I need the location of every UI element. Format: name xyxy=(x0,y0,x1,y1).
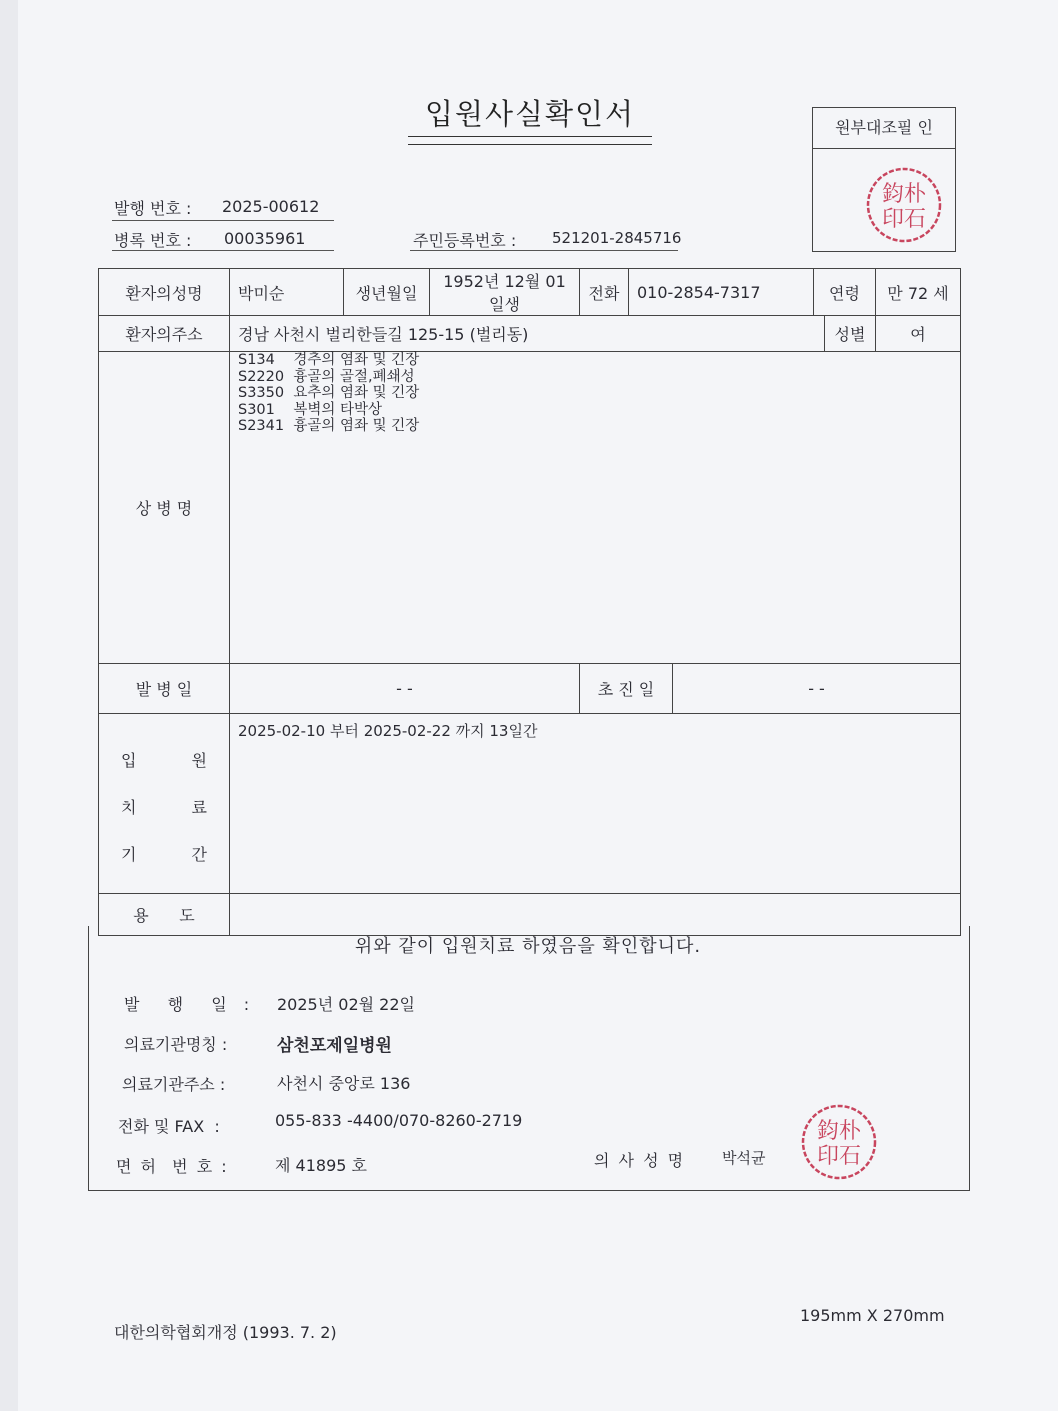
issue-no-underline xyxy=(112,220,334,221)
period-char: 원 xyxy=(191,751,207,770)
onset-date: - - xyxy=(230,664,580,714)
patient-sex: 여 xyxy=(876,316,961,352)
patient-name-label: 환자의성명 xyxy=(99,269,230,316)
sex-label: 성별 xyxy=(825,316,876,352)
phone: 010-2854-7317 xyxy=(629,269,814,316)
issue-no: 2025-00612 xyxy=(222,197,320,216)
doctor-seal-icon xyxy=(800,1103,878,1181)
rrn-underline xyxy=(410,250,678,251)
doctor-name: 박석균 xyxy=(722,1149,766,1167)
admission-period: 2025-02-10 부터 2025-02-22 까지 13일간 xyxy=(230,714,961,894)
footer-revision-note: 대한의학협회개정 (1993. 7. 2) xyxy=(114,1323,337,1342)
document-title: 입원사실확인서 xyxy=(424,97,636,131)
doctor-label: 의 사 성 명 xyxy=(594,1151,686,1170)
admission-period-label xyxy=(99,714,230,894)
patient-name: 박미순 xyxy=(230,269,344,316)
age-label: 연령 xyxy=(814,269,876,316)
institution-label: 의료기관명칭 : xyxy=(124,1035,228,1054)
diagnosis-item: S134 경추의 염좌 및 긴장 xyxy=(238,352,420,368)
rrn-label: 주민등록번호 : xyxy=(413,231,517,250)
patient-address: 경남 사천시 벌리한들길 125-15 (벌리동) xyxy=(230,316,825,352)
footer-paper-size: 195mm X 270mm xyxy=(800,1306,945,1325)
period-char: 료 xyxy=(191,798,207,817)
hospital-seal-icon xyxy=(865,166,943,244)
issue-no-label: 발행 번호 : xyxy=(114,199,192,218)
svg-text:鈞朴: 鈞朴 xyxy=(816,1119,862,1144)
first-visit-label: 초 진 일 xyxy=(580,664,673,714)
record-no-underline xyxy=(112,250,334,251)
rrn: 521201-2845716 xyxy=(552,229,682,247)
diagnosis-item: S2220 흉골의 골절,폐쇄성 xyxy=(238,368,415,385)
period-char: 간 xyxy=(191,845,207,864)
dob-label: 생년월일 xyxy=(344,269,430,316)
period-char: 치 xyxy=(121,798,137,817)
institution-address-label: 의료기관주소 : xyxy=(122,1075,226,1094)
confirmation-statement: 위와 같이 입원치료 하였음을 확인합니다. xyxy=(354,936,702,957)
license-label: 면 허 번 호 : xyxy=(116,1157,229,1176)
svg-text:印石: 印石 xyxy=(816,1144,862,1169)
period-char: 입 xyxy=(121,751,137,770)
tel-fax: 055-833 -4400/070-8260-2719 xyxy=(275,1111,523,1130)
phone-label: 전화 xyxy=(580,269,629,316)
license-number: 제 41895 호 xyxy=(275,1156,367,1175)
issue-date: 2025년 02월 22일 xyxy=(277,995,415,1014)
certificate-table xyxy=(98,268,961,936)
record-no: 00035961 xyxy=(224,229,306,248)
age: 만 72 세 xyxy=(876,269,961,316)
diagnosis-item: S3350 요추의 염좌 및 긴장 xyxy=(238,385,420,401)
dob: 1952년 12월 01일생 xyxy=(430,269,580,316)
tel-fax-label: 전화 및 FAX : xyxy=(118,1117,220,1136)
institution-name: 삼천포제일병원 xyxy=(277,1036,392,1056)
onset-label: 발 병 일 xyxy=(99,664,230,714)
issue-date-label: 발 행 일 : xyxy=(124,995,256,1014)
diagnosis-list xyxy=(230,352,961,664)
diagnosis-label: 상 병 명 xyxy=(99,352,230,664)
first-visit-date: - - xyxy=(673,664,961,714)
address-label: 환자의주소 xyxy=(99,316,230,352)
stamp-box-label: 원부대조필 인 xyxy=(813,108,955,149)
title-underline xyxy=(408,136,652,137)
diagnosis-item: S2341 흉골의 염좌 및 긴장 xyxy=(238,418,420,434)
svg-text:印石: 印石 xyxy=(881,207,927,232)
diagnosis-item: S301 복벽의 타박상 xyxy=(238,401,382,418)
title-underline-2 xyxy=(408,144,652,145)
purpose-label: 용 도 xyxy=(99,894,230,936)
svg-text:鈞朴: 鈞朴 xyxy=(881,182,927,207)
period-char: 기 xyxy=(121,845,137,864)
verification-stamp-box xyxy=(812,107,956,252)
record-no-label: 병록 번호 : xyxy=(114,231,192,250)
institution-address: 사천시 중앙로 136 xyxy=(277,1074,411,1093)
